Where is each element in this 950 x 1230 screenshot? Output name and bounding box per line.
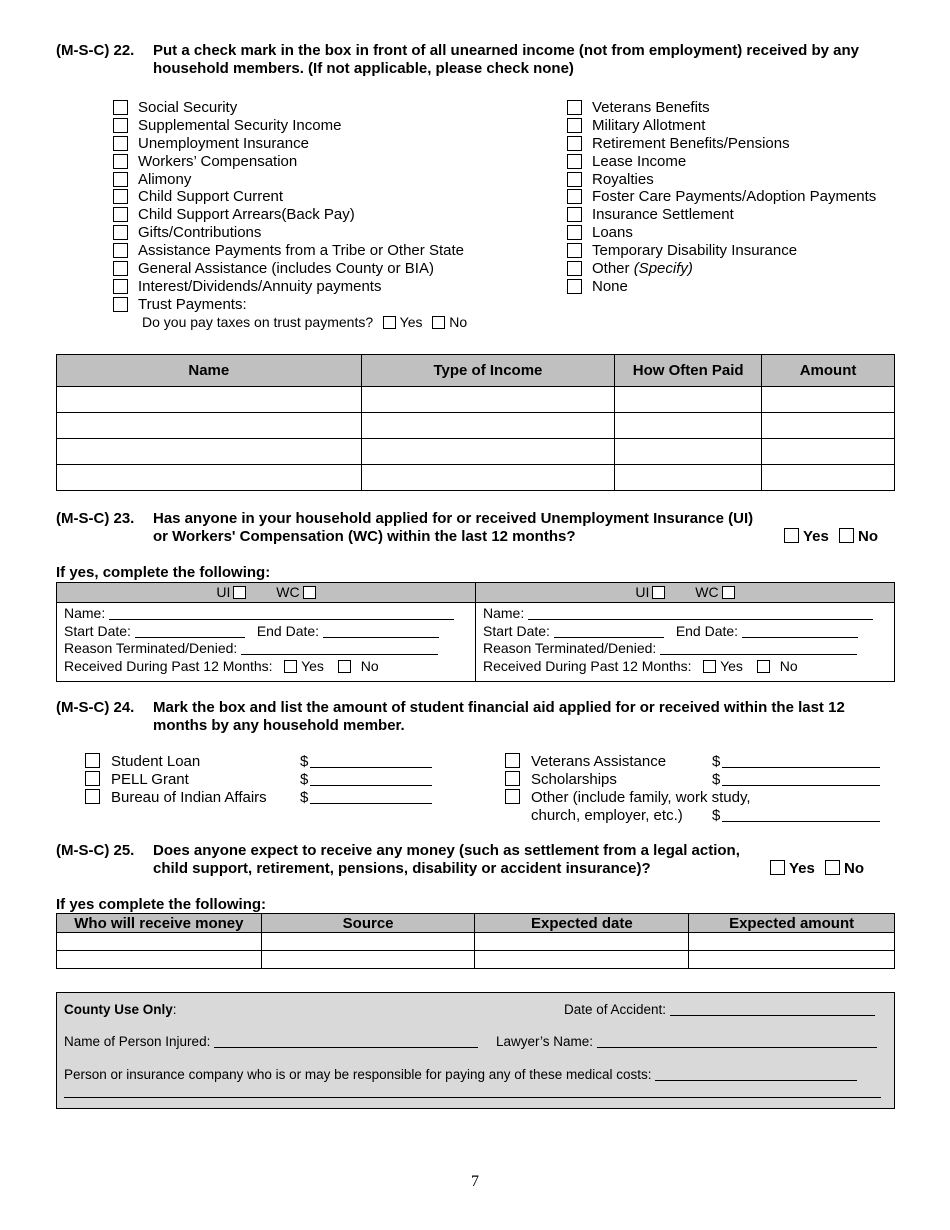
dates-line: Start Date: End Date: (483, 623, 886, 641)
expected-money-table (56, 913, 895, 969)
person-injured-field[interactable] (214, 1035, 478, 1048)
ui-wc-box (56, 582, 895, 682)
income-option[interactable]: Military Allotment (567, 117, 897, 135)
checkbox[interactable] (567, 207, 582, 222)
question-23-number: (M-S-C) 23. (56, 510, 135, 527)
name-field[interactable] (109, 607, 454, 620)
wc-checkbox[interactable] (303, 586, 316, 599)
table-cell[interactable] (361, 439, 615, 465)
table-cell[interactable] (57, 439, 362, 465)
table-row (57, 439, 895, 465)
checkbox[interactable] (567, 225, 582, 240)
column-header: Expected amount (689, 914, 895, 933)
question-22-number: (M-S-C) 22. (56, 42, 135, 59)
aid-option[interactable]: Scholarships $ (505, 771, 885, 789)
ui-wc-header: UI WC (57, 583, 475, 603)
trust-tax-question: Do you pay taxes on trust payments? Yes No (142, 314, 468, 330)
checkbox[interactable] (567, 261, 582, 276)
q25-yes-no: Yes No (764, 860, 864, 877)
q23-yes-no: Yes No (778, 528, 878, 545)
wc-checkbox[interactable] (722, 586, 735, 599)
name-field[interactable] (528, 607, 873, 620)
checkbox[interactable] (567, 279, 582, 294)
amount-field[interactable] (722, 755, 880, 768)
received-line: Received During Past 12 Months: Yes No (483, 657, 798, 674)
q23-no-checkbox[interactable] (839, 528, 854, 543)
lawyer-name-field[interactable] (597, 1035, 877, 1048)
question-25-number: (M-S-C) 25. (56, 842, 135, 859)
received-line: Received During Past 12 Months: Yes No (64, 657, 379, 674)
county-title: County Use Only: (64, 1002, 177, 1017)
question-22-text: Put a check mark in the box in front of all unearned income (not from employment) received by any household members. (If not applicable, please check none) (153, 42, 859, 77)
aid-list-left (85, 753, 309, 807)
date-of-accident-field[interactable] (670, 1003, 875, 1016)
ui-wc-panel-right (476, 583, 894, 681)
aid-list-right (505, 753, 885, 825)
income-list-left (113, 99, 533, 314)
q23-yes-checkbox[interactable] (784, 528, 799, 543)
aid-option[interactable]: Bureau of Indian Affairs $ (85, 789, 100, 807)
q25-if-yes: If yes complete the following: (56, 896, 267, 913)
column-header: Who will receive money (57, 914, 262, 933)
income-option[interactable]: Workers’ Compensation (113, 153, 533, 171)
received-no-checkbox[interactable] (338, 660, 351, 673)
checkbox[interactable] (113, 297, 128, 312)
table-cell[interactable] (57, 951, 262, 969)
table-cell[interactable] (762, 413, 895, 439)
checkbox[interactable] (505, 771, 520, 786)
table-cell[interactable] (57, 387, 362, 413)
ui-wc-panel-left (57, 583, 476, 681)
reason-field[interactable] (241, 642, 438, 655)
trust-no-checkbox[interactable] (432, 316, 445, 329)
received-yes-checkbox[interactable] (703, 660, 716, 673)
page-number: 7 (471, 1173, 479, 1190)
reason-line: Reason Terminated/Denied: (483, 640, 886, 658)
column-header: Type of Income (361, 355, 615, 387)
ui-checkbox[interactable] (652, 586, 665, 599)
table-header-row (57, 914, 895, 933)
table-cell[interactable] (261, 951, 475, 969)
table-cell[interactable] (689, 951, 895, 969)
table-cell[interactable] (261, 933, 475, 951)
aid-option[interactable]: Other (include family, work study, (505, 789, 885, 807)
income-option[interactable]: Assistance Payments from a Tribe or Other State (113, 242, 533, 260)
income-option[interactable]: Unemployment Insurance (113, 135, 533, 153)
table-cell[interactable] (689, 933, 895, 951)
income-option[interactable]: Interest/Dividends/Annuity payments (113, 278, 533, 296)
table-cell[interactable] (57, 933, 262, 951)
checkbox[interactable] (567, 172, 582, 187)
income-option[interactable]: Social Security (113, 99, 533, 117)
checkbox[interactable] (85, 771, 100, 786)
income-option[interactable]: Royalties (567, 171, 897, 189)
checkbox[interactable] (113, 261, 128, 276)
person-injured: Name of Person Injured: (64, 1034, 478, 1049)
table-row (57, 387, 895, 413)
income-option[interactable]: Foster Care Payments/Adoption Payments (567, 188, 897, 206)
table-cell[interactable] (57, 413, 362, 439)
table-cell[interactable] (762, 439, 895, 465)
checkbox[interactable] (113, 189, 128, 204)
aid-option[interactable]: Student Loan $ (85, 753, 100, 771)
ui-wc-header: UI WC (476, 583, 894, 603)
income-table (56, 354, 895, 491)
question-24-number: (M-S-C) 24. (56, 699, 135, 716)
amount-field[interactable] (722, 809, 880, 822)
name-line: Name: (64, 605, 467, 623)
name-line: Name: (483, 605, 886, 623)
table-cell[interactable] (762, 387, 895, 413)
table-row (57, 933, 895, 951)
checkbox[interactable] (567, 100, 582, 115)
income-option[interactable]: Child Support Arrears(Back Pay) (113, 206, 533, 224)
table-row (57, 413, 895, 439)
income-option-trust[interactable]: Trust Payments: (113, 296, 533, 314)
question-23-line2: or Workers' Compensation (WC) within the last 12 months? (153, 528, 576, 545)
question-25-line1: Does anyone expect to receive any money (such as settlement from a legal action, (153, 842, 740, 859)
responsible-party-field[interactable] (655, 1068, 857, 1081)
column-header: Source (261, 914, 475, 933)
received-no-checkbox[interactable] (757, 660, 770, 673)
aid-option[interactable]: Veterans Assistance $ (505, 753, 885, 771)
income-option[interactable]: Supplemental Security Income (113, 117, 533, 135)
checkbox[interactable] (567, 243, 582, 258)
question-24-text: Mark the box and list the amount of student financial aid applied for or received within the last 12 months by any household member. (153, 699, 845, 734)
amount-field[interactable] (310, 773, 432, 786)
responsible-party-line2[interactable] (64, 1097, 881, 1098)
end-date-field[interactable] (323, 625, 439, 638)
responsible-party: Person or insurance company who is or may be responsible for paying any of these medical costs: (64, 1067, 857, 1082)
start-date-field[interactable] (135, 625, 245, 638)
table-header-row (57, 355, 895, 387)
column-header: Expected date (475, 914, 689, 933)
received-yes-checkbox[interactable] (284, 660, 297, 673)
income-option[interactable]: Lease Income (567, 153, 897, 171)
trust-yes-checkbox[interactable] (383, 316, 396, 329)
question-23-line1: Has anyone in your household applied for or received Unemployment Insurance (UI) (153, 510, 754, 527)
checkbox[interactable] (113, 100, 128, 115)
table-cell[interactable] (475, 951, 689, 969)
aid-option[interactable]: PELL Grant $ (85, 771, 100, 789)
table-cell[interactable] (475, 933, 689, 951)
checkbox[interactable] (85, 753, 100, 768)
checkbox[interactable] (113, 243, 128, 258)
ui-checkbox[interactable] (233, 586, 246, 599)
question-25-line2: child support, retirement, pensions, disability or accident insurance)? (153, 860, 651, 877)
end-date-field[interactable] (742, 625, 858, 638)
checkbox[interactable] (113, 225, 128, 240)
table-cell[interactable] (762, 465, 895, 491)
income-option[interactable]: General Assistance (includes County or BIA) (113, 260, 533, 278)
checkbox[interactable] (567, 118, 582, 133)
table-cell[interactable] (361, 387, 615, 413)
start-date-field[interactable] (554, 625, 664, 638)
table-cell[interactable] (57, 465, 362, 491)
table-row (57, 951, 895, 969)
column-header: How Often Paid (615, 355, 762, 387)
income-option-other[interactable]: Other (Specify) (567, 260, 897, 278)
income-option[interactable]: Temporary Disability Insurance (567, 242, 897, 260)
table-cell[interactable] (615, 413, 762, 439)
checkbox[interactable] (113, 118, 128, 133)
checkbox[interactable] (567, 136, 582, 151)
checkbox[interactable] (567, 154, 582, 169)
q23-if-yes: If yes, complete the following: (56, 564, 271, 581)
county-use-only-box (56, 992, 895, 1109)
income-option-none[interactable]: None (567, 278, 897, 296)
table-cell[interactable] (361, 465, 615, 491)
checkbox[interactable] (113, 154, 128, 169)
income-option[interactable]: Alimony (113, 171, 533, 189)
table-cell[interactable] (615, 465, 762, 491)
q25-yes-checkbox[interactable] (770, 860, 785, 875)
table-cell[interactable] (615, 439, 762, 465)
checkbox[interactable] (113, 279, 128, 294)
checkbox[interactable] (505, 789, 520, 804)
checkbox[interactable] (505, 753, 520, 768)
income-option[interactable]: Insurance Settlement (567, 206, 897, 224)
reason-field[interactable] (660, 642, 857, 655)
checkbox[interactable] (113, 207, 128, 222)
aid-option-cont: church, employer, etc.) $ (505, 807, 885, 825)
income-option[interactable]: Veterans Benefits (567, 99, 897, 117)
amount-field[interactable] (310, 791, 432, 804)
income-option[interactable]: Retirement Benefits/Pensions (567, 135, 897, 153)
checkbox[interactable] (113, 172, 128, 187)
income-option[interactable]: Loans (567, 224, 897, 242)
dates-line: Start Date: End Date: (64, 623, 467, 641)
amount-field[interactable] (310, 755, 432, 768)
checkbox[interactable] (567, 189, 582, 204)
table-cell[interactable] (361, 413, 615, 439)
amount-field[interactable] (722, 773, 880, 786)
q25-no-checkbox[interactable] (825, 860, 840, 875)
checkbox[interactable] (85, 789, 100, 804)
table-cell[interactable] (615, 387, 762, 413)
income-option[interactable]: Child Support Current (113, 188, 533, 206)
table-row (57, 465, 895, 491)
checkbox[interactable] (113, 136, 128, 151)
date-of-accident: Date of Accident: (564, 1002, 875, 1017)
income-list-right (567, 99, 897, 296)
column-header: Name (57, 355, 362, 387)
column-header: Amount (762, 355, 895, 387)
lawyer-name: Lawyer’s Name: (496, 1034, 877, 1049)
reason-line: Reason Terminated/Denied: (64, 640, 467, 658)
income-option[interactable]: Gifts/Contributions (113, 224, 533, 242)
